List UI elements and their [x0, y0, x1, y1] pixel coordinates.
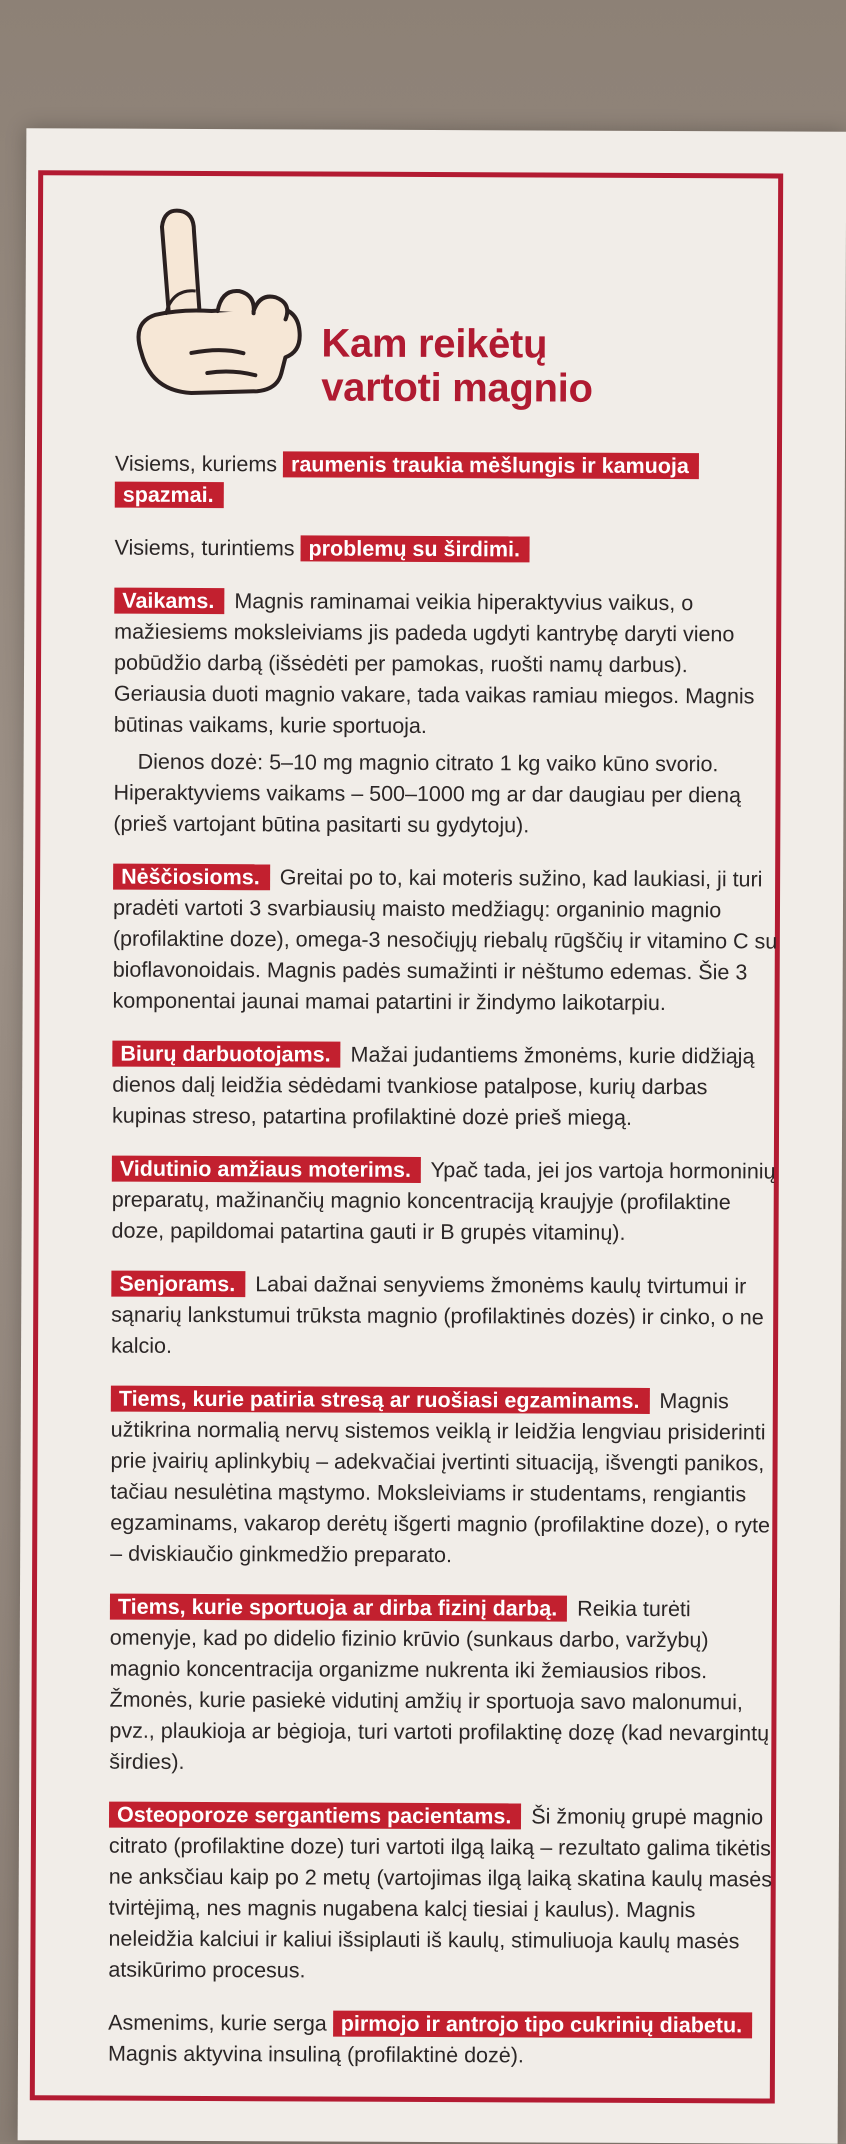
pointing-finger-hand-icon: [121, 203, 322, 404]
paragraph: [110, 1384, 776, 1573]
paragraph: [113, 862, 779, 1020]
highlight-label: Tiems, kurie patiria stresą ar ruošiasi egzaminams.: [111, 1386, 650, 1414]
paragraph-text: Magnis užtikrina normalią nervų sistemos veiklą ir leidžia lengviau prisiderinti prie įvairių aplinkybių – adekvačiai įvertinti situaciją, išvengti panikos, tačiau nesulėtina mąstymo. Moksleiviams ir studentams, rengiantis egzaminams, vakarop derėtų išgerti magnio (profilaktine doze), o ryte – dviskiaučio ginkmedžio preparato.: [110, 1388, 771, 1568]
paragraph: [113, 747, 778, 843]
highlight-label: Nėščiosioms.: [113, 864, 270, 891]
paragraph-lead-text: Visiems, kuriems: [114, 451, 284, 477]
title-line-1: Kam reikėtų: [321, 321, 548, 367]
paragraph-text: Ši žmonių grupė magnio citrato (profilaktine doze) turi vartoti ilgą laiką – rezultato galima tikėtis ne anksčiau kaip po 2 metų (vartojimas ilgą laiką skatina kaulų masės tvirtėjimą, nes magnis nugabena kalcį tiesiai į kaulus). Magnis neleidžia kalciui ir kaliui išsiplauti iš kaulų, stimuliuoja kaulų masės atsikūrimo procesus.: [108, 1804, 773, 1983]
article-body: [108, 449, 780, 2095]
paragraph-text: Labai dažnai senyviems žmonėms kaulų tvirtumui ir sąnarių lankstumui trūksta magnio (profilaktinės dozės) ir cinko, o ne kalcio.: [111, 1272, 764, 1358]
paragraph-text: Reikia turėti omenyje, kad po didelio fizinio krūvio (sunkaus darbo, varžybų) magnio koncentracija organizme nukrenta iki žemiausios ribos. Žmonės, kurie pasiekė vidutinį amžių ir sportuoja savo malonumui, pvz., plaukioja ar bėgioja, turi vartoti profilaktinę dozę (kad nevargintų širdies).: [109, 1596, 770, 1774]
paragraph-text: Dienos dozė: 5–10 mg magnio citrato 1 kg vaiko kūno svorio. Hiperaktyviems vaikams – 500–1000 mg ar dar daugiau per dieną (prieš vartojant būtina pasitarti su gydytoju).: [113, 749, 741, 838]
paragraph: [114, 533, 779, 567]
paragraph: [109, 1592, 775, 1781]
magazine-page: [18, 128, 846, 2144]
paragraph: [108, 2008, 773, 2073]
paragraph: [108, 1800, 774, 1989]
paragraph-text: Magnis raminamai veikia hiperaktyvius vaikus, o mažiesiems moksleiviams jis padeda ugdyti kantrybę daryti vieno pobūdžio darbą (išsėdėti per pamokas, ruošti namų darbus). Geriausia duoti magnio vakare, tada vaikas ramiau miegos. Magnis būtinas vaikams, kurie sportuoja.: [113, 589, 755, 738]
highlight-label: Vaikams.: [114, 588, 224, 614]
article-title: [321, 322, 593, 411]
paragraph: [114, 586, 780, 744]
highlight-label: problemų su širdimi.: [300, 535, 530, 562]
highlight-label: Vidutinio amžiaus moterims.: [112, 1156, 421, 1183]
highlight-label: raumenis traukia mėšlungis ir kamuoja spazmai.: [115, 451, 699, 508]
highlight-label: Tiems, kurie sportuoja ar dirba fizinį darbą.: [110, 1594, 567, 1622]
paragraph: [112, 1154, 777, 1250]
paragraph-text: Ypač tada, jei jos vartoja hormoninių preparatų, mažinančių magnio koncentraciją kraujyje (profilaktine doze, papildomai patartina gauti ir B grupės vitaminų).: [111, 1157, 776, 1245]
paragraph-lead-text: Asmenims, kurie serga: [108, 2010, 333, 2036]
paragraph: [112, 1039, 777, 1135]
paragraph-text: Magnis aktyvina insuliną (profilaktinė dozė).: [107, 2041, 524, 2068]
paragraph: [115, 449, 780, 514]
title-line-2: vartoti magnio: [321, 365, 593, 411]
paragraph-text: Mažai judantiems žmonėms, kurie didžiąją dienos dalį leidžia sėdėdami tvankiose patalpose, kurių darbas kupinas streso, patartina profilaktinė dozė prieš miegą.: [112, 1042, 755, 1130]
paragraph: [111, 1269, 776, 1365]
paragraph-text: Greitai po to, kai moteris sužino, kad laukiasi, ji turi pradėti vartoti 3 svarbiausių maisto medžiagų: organinio magnio (profilaktine doze), omega-3 nesočiųjų riebalų rūgščių ir vitamino C su bioflavonoidais. Magnis padės sumažinti ir nėštumo edemas. Šie 3 komponentai jaunai mamai patartini ir žindymo laikotarpiu.: [112, 865, 778, 1016]
highlight-label: Osteoporoze sergantiems pacientams.: [109, 1802, 521, 1830]
highlight-label: pirmojo ir antrojo tipo cukrinių diabetu.: [333, 2011, 752, 2039]
highlight-label: Biurų darbuotojams.: [112, 1041, 340, 1068]
paragraph-lead-text: Visiems, turintiems: [114, 535, 301, 561]
highlight-label: Senjorams.: [111, 1271, 245, 1298]
